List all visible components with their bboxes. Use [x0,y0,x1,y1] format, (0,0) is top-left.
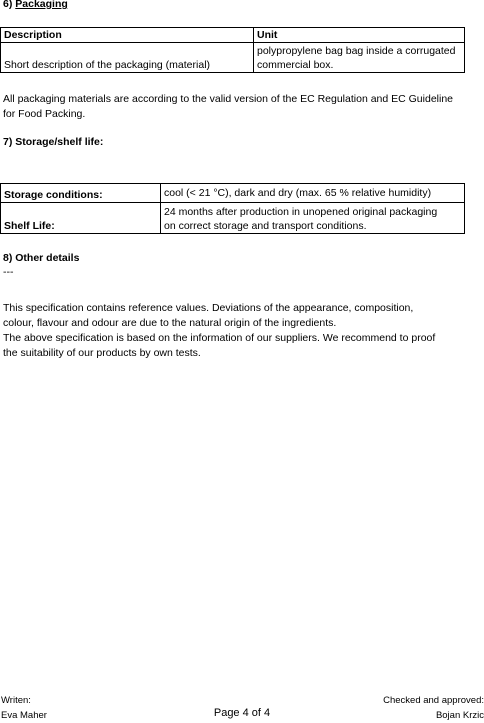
written-name: Eva Maher [1,710,47,721]
packaging-table [0,27,465,73]
approved-label: Checked and approved: [383,695,484,706]
packaging-heading-title: Packaging [15,0,68,10]
text-line: 24 months after production in unopened original packaging [164,206,438,218]
written-label: Writen: [1,695,31,706]
footer-approved [383,693,484,723]
text-line: All packaging materials are according to the valid version of the EC Regulation and EC Guideline [3,93,454,105]
page-number: Page 4 of 4 [213,707,271,719]
text-line: This specification contains reference values. Deviations of the appearance, composition, [3,302,414,314]
table-row [1,203,465,234]
packaging-heading [3,0,68,10]
table-row [1,184,465,203]
text-line: The above specification is based on the information of our suppliers. We recommend to proof [3,332,436,344]
packaging-header-description: Description [1,28,254,43]
storage-table [0,183,465,234]
packaging-header-unit: Unit [254,28,465,43]
storage-conditions-value: cool (< 21 °C), dark and dry (max. 65 % relative humidity) [161,184,465,203]
text-line: on correct storage and transport conditions. [164,220,367,232]
packaging-unit-line: commercial box. [257,59,334,71]
other-dash: --- [3,266,14,278]
text-line: colour, flavour and odour are due to the natural origin of the ingredients. [3,317,337,329]
storage-heading: 7) Storage/shelf life: [3,136,104,148]
disclaimer-paragraph [3,301,479,361]
text-line: the suitability of our products by own tests. [3,347,201,359]
text-line: for Food Packing. [3,108,86,120]
packaging-unit-line: polypropylene bag bag inside a corrugated [257,45,456,57]
packaging-row-description: Short description of the packaging (material) [1,43,254,73]
packaging-heading-number: 6) [3,0,13,10]
approved-name: Bojan Krzic [435,710,484,721]
shelf-life-label: Shelf Life: [1,203,161,234]
table-row [1,43,465,73]
packaging-note [3,92,479,122]
other-heading: 8) Other details [3,252,80,264]
table-row [1,28,465,43]
storage-conditions-label: Storage conditions: [1,184,161,203]
shelf-life-value [161,203,465,234]
packaging-row-unit [254,43,465,73]
